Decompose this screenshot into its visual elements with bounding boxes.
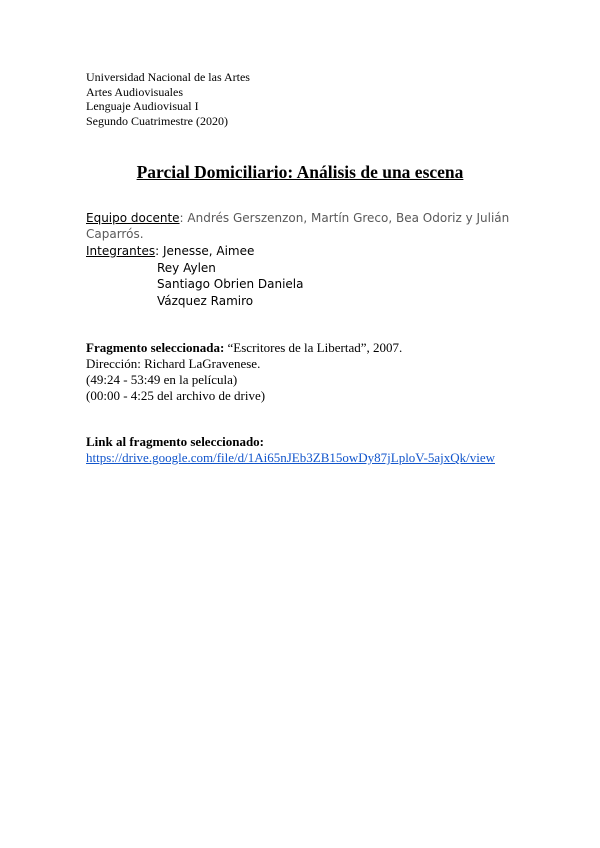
member-name: : Jenesse, Aimee <box>155 244 255 258</box>
teaching-team-label: Equipo docente <box>86 211 180 225</box>
header-department: Artes Audiovisuales <box>86 84 183 99</box>
fragment-time-movie: (49:24 - 53:49 en la película) <box>86 372 238 387</box>
fragment-label: Fragmento seleccionada: <box>86 340 225 355</box>
fragment-line <box>86 340 402 356</box>
teaching-team <box>86 210 516 242</box>
members-list <box>86 243 303 309</box>
fragment-direction: Dirección: Richard LaGravenese. <box>86 356 261 371</box>
teaching-team-names: : Andrés Gerszenzon, Martín Greco, Bea Odoriz y Julián Caparrós. <box>86 211 510 241</box>
fragment-link[interactable]: https://drive.google.com/file/d/1Ai65nJEb3ZB15owDy87jLploV-5ajxQk/view <box>86 450 495 465</box>
link-label: Link al fragmento seleccionado: <box>86 434 265 449</box>
header-term: Segundo Cuatrimestre (2020) <box>86 113 228 128</box>
link-section <box>86 434 516 466</box>
members-first-line <box>86 243 303 260</box>
fragment-section <box>86 340 402 404</box>
fragment-value: “Escritores de la Libertad”, 2007. <box>224 340 403 355</box>
header-university: Universidad Nacional de las Artes <box>86 70 250 84</box>
header-course: Lenguaje Audiovisual I <box>86 99 199 113</box>
members-label: Integrantes <box>86 244 156 258</box>
page-title: Parcial Domiciliario: Análisis de una escena <box>136 162 464 182</box>
document-header <box>86 70 250 128</box>
member-name: Rey Aylen <box>157 260 216 275</box>
fragment-time-file: (00:00 - 4:25 del archivo de drive) <box>86 388 266 403</box>
member-name: Santiago Obrien Daniela <box>157 277 304 291</box>
member-name: Vázquez Ramiro <box>157 293 254 308</box>
